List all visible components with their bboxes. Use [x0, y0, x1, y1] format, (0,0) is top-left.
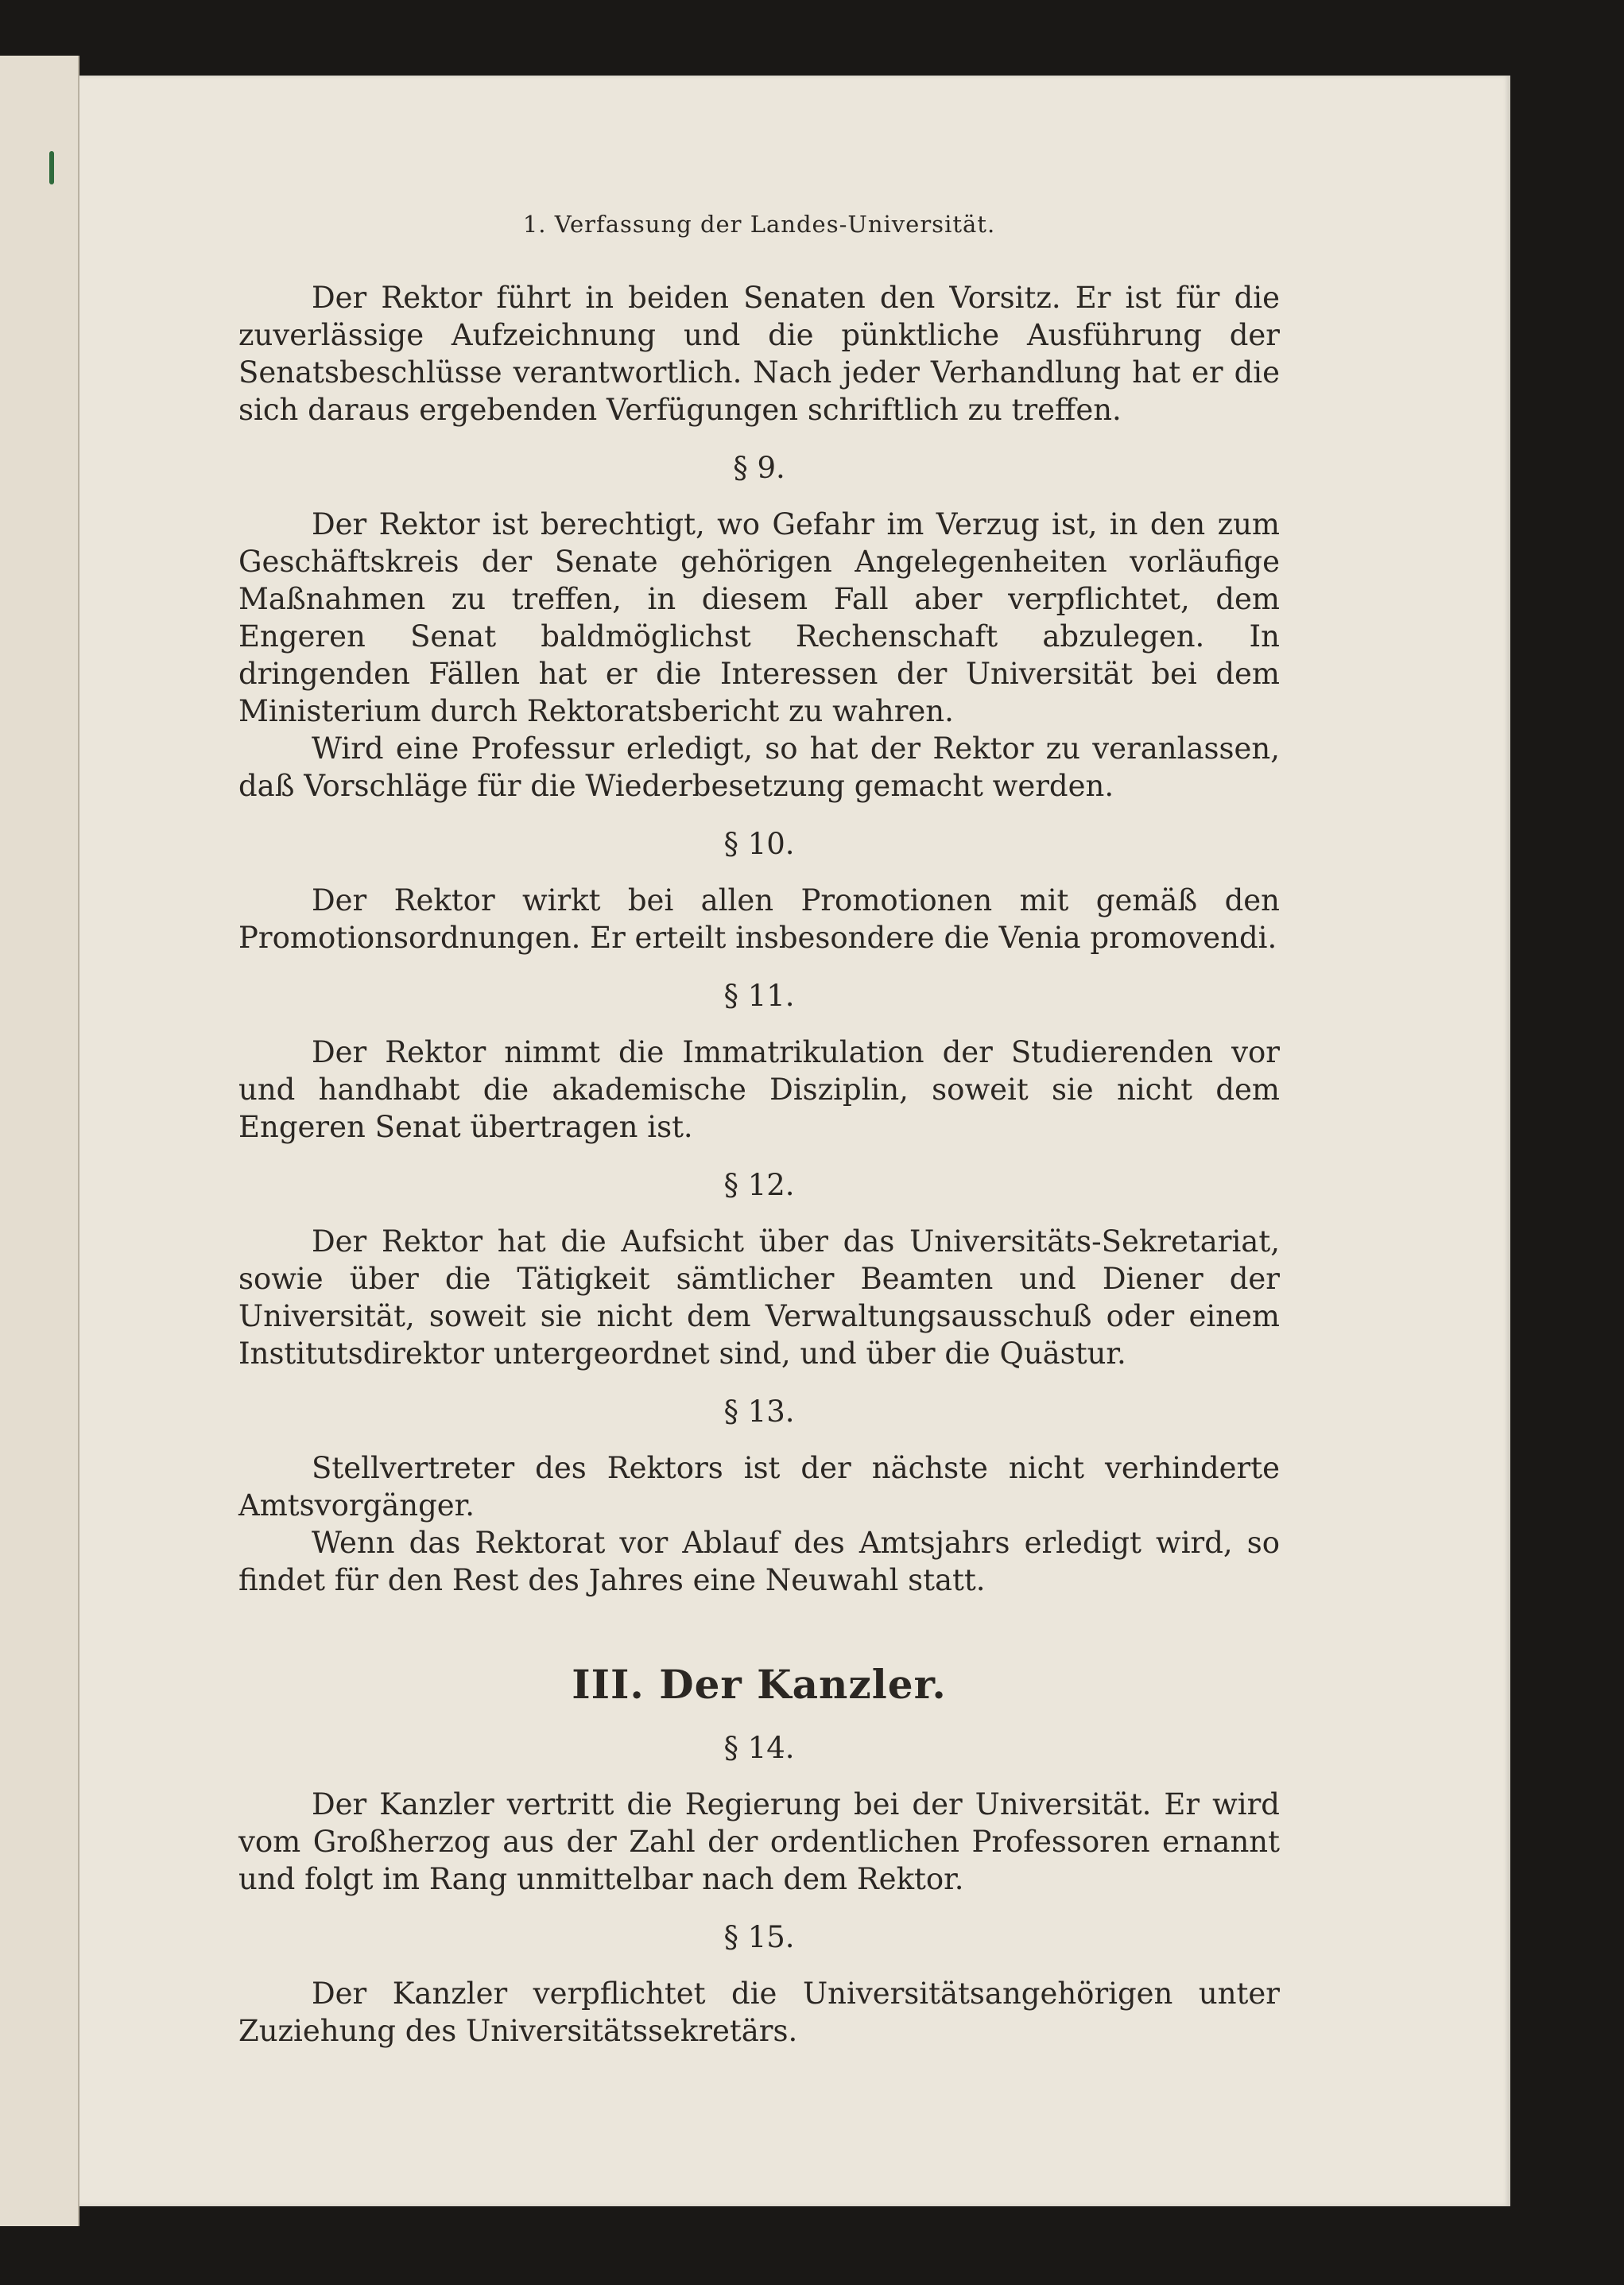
paragraph: Der Kanzler verpflichtet die Universitätsangehörigen unter Zuziehung des Universitätssekretärs.: [238, 1977, 1280, 2048]
paragraph: Stellvertreter des Rektors ist der nächste nicht verhinderte Amtsvorgänger.: [238, 1451, 1280, 1523]
paragraph: Wird eine Professur erledigt, so hat der Rektor zu veranlassen, daß Vorschläge für die Wiederbesetzung gemacht werden.: [238, 731, 1280, 803]
section-12: [238, 1166, 1280, 1372]
section-15: [238, 1918, 1280, 2050]
adjacent-page-edge: [0, 56, 79, 2226]
section-14: [238, 1729, 1280, 1898]
paragraph: Der Rektor ist berechtigt, wo Gefahr im Verzug ist, in den zum Geschäftskreis der Senate gehörigen Angelegenheiten vorläufige Maßnahmen zu treffen, in diesem Fall aber verpflichtet, dem Engeren Senat baldmöglichst Rechenschaft abzulegen. In dringenden Fällen hat er die Interessen der Universität bei dem Ministerium durch Rektoratsbericht zu wahren.: [238, 507, 1280, 728]
section-9: [238, 449, 1280, 805]
section-mark: § 11.: [723, 979, 795, 1013]
page-text: [238, 211, 1280, 2050]
paragraph: Der Rektor wirkt bei allen Promotionen mit gemäß den Promotionsordnungen. Er erteilt insbesondere die Venia promovendi.: [238, 883, 1280, 955]
chapter-heading: III. Der Kanzler.: [572, 1661, 947, 1708]
paragraph: Der Rektor hat die Aufsicht über das Universitäts-Sekretariat, sowie über die Tätigkeit sämtlicher Beamten und Diener der Universität, soweit sie nicht dem Verwaltungsausschuß oder einem Institutsdirektor untergeordnet sind, und über die Quästur.: [238, 1224, 1280, 1371]
bookmark-ribbon: [49, 151, 54, 184]
section-mark: § 13.: [723, 1395, 795, 1429]
paragraph: Der Kanzler vertritt die Regierung bei der Universität. Er wird vom Großherzog aus der Zahl der ordentlichen Professoren ernannt und folgt im Rang unmittelbar nach dem Rektor.: [238, 1787, 1280, 1896]
section-11: [238, 977, 1280, 1146]
section-mark: § 15.: [723, 1920, 795, 1954]
running-head: 1. Verfassung der Landes-Universität.: [522, 211, 996, 238]
section-mark: § 14.: [723, 1731, 795, 1765]
section-10: [238, 825, 1280, 956]
intro-paragraph: Der Rektor führt in beiden Senaten den Vorsitz. Er ist für die zuverlässige Aufzeichnung und die pünktliche Ausführung der Senatsbeschlüsse verantwortlich. Nach jeder Verhandlung hat er die sich daraus ergebenden Verfügungen schriftlich zu treffen.: [238, 281, 1280, 427]
section-13: [238, 1393, 1280, 1599]
document-page: [79, 76, 1510, 2206]
section-mark: § 12.: [723, 1168, 795, 1202]
paragraph: Der Rektor nimmt die Immatrikulation der Studierenden vor und handhabt die akademische Disziplin, soweit sie nicht dem Engeren Senat übertragen ist.: [238, 1035, 1280, 1144]
section-mark: § 9.: [733, 451, 785, 485]
section-mark: § 10.: [723, 827, 795, 861]
paragraph: Wenn das Rektorat vor Ablauf des Amtsjahrs erledigt wird, so findet für den Rest des Jahres eine Neuwahl statt.: [238, 1526, 1280, 1597]
